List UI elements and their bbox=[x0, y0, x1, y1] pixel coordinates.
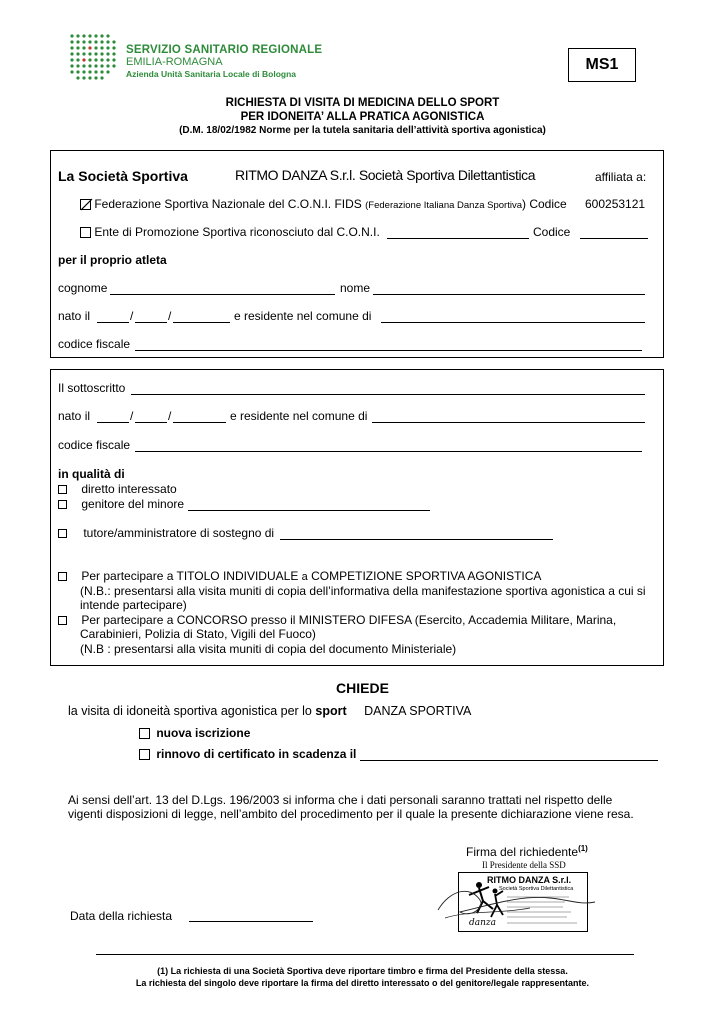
capacity-guardian-checkbox[interactable] bbox=[58, 529, 67, 538]
capacity-direct-text: diretto interessato bbox=[81, 482, 177, 496]
regional-health-logo-icon bbox=[68, 32, 120, 84]
footnote-line-1: (1) La richiesta di una Società Sportiva deve riportare timbro e firma del Presidente della stessa. bbox=[157, 966, 568, 976]
individual-competition-type: COMPETIZIONE SPORTIVA AGONISTICA bbox=[311, 569, 542, 583]
athlete-birth-month[interactable] bbox=[135, 322, 167, 323]
expiry-date-field[interactable] bbox=[360, 760, 658, 761]
signer-birth-label: nato il bbox=[58, 409, 91, 423]
request-sport-word: sport bbox=[315, 704, 347, 718]
renewal-checkbox[interactable] bbox=[139, 749, 150, 760]
athlete-name-label: nome bbox=[340, 281, 371, 295]
ministry-nb: (N.B : presentarsi alla visita muniti di copia del documento Ministeriale) bbox=[80, 642, 457, 656]
athlete-birth-label: nato il bbox=[58, 309, 91, 323]
signer-label: Il sottoscritto bbox=[58, 381, 126, 395]
request-heading: CHIEDE bbox=[336, 680, 389, 696]
athlete-surname-label: cognome bbox=[58, 281, 108, 295]
federation-full-name: (Federazione Italiana Danza Sportiva bbox=[365, 200, 522, 211]
athlete-birth-day[interactable] bbox=[97, 322, 129, 323]
ente-name-line[interactable] bbox=[387, 238, 529, 239]
individual-nb-line1: (N.B.: presentarsi alla visita muniti di copia dell’informativa della manifestazione sportiva agonistica a cui si bbox=[80, 584, 646, 598]
signer-residence-field[interactable] bbox=[372, 422, 645, 423]
new-registration-text: nuova iscrizione bbox=[156, 726, 251, 740]
affiliated-label: affiliata a: bbox=[595, 170, 647, 184]
athlete-residence-label: e residente nel comune di bbox=[234, 309, 372, 323]
signer-fiscal-code-field[interactable] bbox=[135, 451, 642, 452]
athlete-surname-field[interactable] bbox=[110, 294, 335, 295]
capacity-parent-checkbox[interactable] bbox=[58, 500, 67, 509]
individual-competition-option bbox=[58, 569, 541, 583]
ente-checkbox[interactable] bbox=[80, 227, 91, 238]
privacy-line-1: Ai sensi dell’art. 13 del D.Lgs. 196/2003 si informa che i dati personali saranno trattati nel rispetto delle bbox=[68, 793, 613, 807]
handwritten-signature-icon bbox=[430, 880, 600, 925]
capacity-direct-checkbox[interactable] bbox=[58, 485, 67, 494]
date-separator: / bbox=[130, 409, 134, 423]
capacity-option-guardian bbox=[58, 526, 274, 540]
request-date-label: Data della richiesta bbox=[70, 909, 173, 923]
ministry-competition-text: Per partecipare a CONCORSO presso il MINISTERO DIFESA (Esercito, Accademia Militare, Marina, bbox=[81, 613, 617, 627]
request-sport-line bbox=[68, 704, 471, 718]
individual-competition-text: Per partecipare a TITOLO INDIVIDUALE bbox=[81, 569, 299, 583]
request-date-field[interactable] bbox=[189, 921, 313, 922]
signer-residence-label: e residente nel comune di bbox=[230, 409, 368, 423]
date-separator: / bbox=[130, 309, 134, 323]
athlete-fiscal-code-label: codice fiscale bbox=[58, 337, 131, 351]
request-sport-text: la visita di idoneità sportiva agonistica per lo bbox=[68, 704, 312, 718]
stamp-society-type: Società Sportiva Dilettantistica bbox=[499, 886, 574, 892]
form-code-box: MS1 bbox=[568, 48, 636, 82]
signature-label-text: Firma del richiedente bbox=[466, 845, 579, 859]
form-title-1: RICHIESTA DI VISITA DI MEDICINA DELLO SPORT bbox=[225, 97, 500, 109]
renewal-text: rinnovo di certificato in scadenza il bbox=[156, 747, 357, 761]
org-line-2: EMILIA-ROMAGNA bbox=[126, 56, 223, 68]
new-registration-checkbox[interactable] bbox=[139, 728, 150, 739]
federation-checkbox[interactable] bbox=[80, 199, 91, 210]
signer-fiscal-code-label: codice fiscale bbox=[58, 438, 131, 452]
privacy-line-2: vigenti disposizioni di legge, nell’ambito del procedimento per il quale la presente dichiarazione viene resa. bbox=[68, 807, 634, 821]
athlete-birth-year[interactable] bbox=[173, 322, 230, 323]
president-caption: Il Presidente della SSD bbox=[482, 860, 566, 870]
new-registration-option bbox=[139, 726, 250, 740]
capacity-option-direct bbox=[58, 482, 177, 496]
federation-text: Federazione Sportiva Nazionale del C.O.N.I. FIDS bbox=[94, 197, 362, 211]
individual-competition-checkbox[interactable] bbox=[58, 572, 67, 581]
form-title-2: PER IDONEITA’ ALLA PRATICA AGONISTICA bbox=[240, 111, 485, 123]
guardian-of-field[interactable] bbox=[280, 539, 553, 540]
capacity-guardian-text: tutore/amministratore di sostegno di bbox=[83, 526, 275, 540]
society-label: La Società Sportiva bbox=[58, 168, 188, 184]
federation-row bbox=[80, 197, 567, 211]
stamp-society-name: RITMO DANZA S.r.l. bbox=[487, 875, 572, 885]
footnote-line-2: La richiesta del singolo deve riportare la firma del diretto interessato o del genitore/legale rappresentante. bbox=[135, 978, 590, 988]
organization-name bbox=[126, 44, 322, 80]
individual-competition-connector: a bbox=[301, 571, 308, 583]
capacity-label: in qualità di bbox=[58, 467, 125, 481]
request-sport-value: DANZA SPORTIVA bbox=[364, 704, 472, 718]
signer-birth-year[interactable] bbox=[173, 422, 226, 423]
federation-code: 600253121 bbox=[585, 197, 646, 211]
signer-birth-day[interactable] bbox=[97, 422, 129, 423]
capacity-option-parent bbox=[58, 497, 184, 511]
federation-code-label: ) Codice bbox=[521, 197, 567, 211]
athlete-name-field[interactable] bbox=[373, 294, 645, 295]
org-line-3: Azienda Unità Sanitaria Locale di Bologna bbox=[126, 69, 297, 79]
ministry-corps-list: Carabinieri, Polizia di Stato, Vigili del Fuoco) bbox=[80, 627, 316, 641]
renewal-option bbox=[139, 747, 356, 761]
minor-name-field[interactable] bbox=[188, 510, 430, 511]
date-separator: / bbox=[168, 309, 172, 323]
check-mark-icon bbox=[80, 198, 93, 211]
individual-nb-line2: intende partecipare) bbox=[80, 598, 187, 612]
signature-footnote-ref: (1) bbox=[578, 844, 588, 853]
ente-code-label: Codice bbox=[533, 225, 571, 239]
footer-divider bbox=[96, 954, 634, 955]
ente-code-line[interactable] bbox=[580, 238, 648, 239]
org-line-1: SERVIZIO SANITARIO REGIONALE bbox=[126, 44, 323, 56]
ente-text: Ente di Promozione Sportiva riconosciuto dal C.O.N.I. bbox=[94, 225, 380, 239]
form-title-3: (D.M. 18/02/1982 Norme per la tutela sanitaria dell’attività sportiva agonistica) bbox=[179, 125, 546, 136]
athlete-fiscal-code-field[interactable] bbox=[135, 350, 642, 351]
ministry-competition-option bbox=[58, 613, 616, 627]
ministry-competition-checkbox[interactable] bbox=[58, 616, 67, 625]
svg-text:danza: danza bbox=[469, 918, 497, 928]
society-name: RITMO DANZA S.r.l. Società Sportiva Dilettantistica bbox=[235, 167, 536, 183]
signer-name-field[interactable] bbox=[131, 394, 645, 395]
capacity-parent-text: genitore del minore bbox=[81, 497, 185, 511]
athlete-residence-field[interactable] bbox=[381, 322, 645, 323]
signer-birth-month[interactable] bbox=[135, 422, 167, 423]
date-separator: / bbox=[168, 409, 172, 423]
signature-label bbox=[466, 844, 588, 859]
athlete-label: per il proprio atleta bbox=[58, 253, 167, 267]
ente-row bbox=[80, 225, 380, 239]
